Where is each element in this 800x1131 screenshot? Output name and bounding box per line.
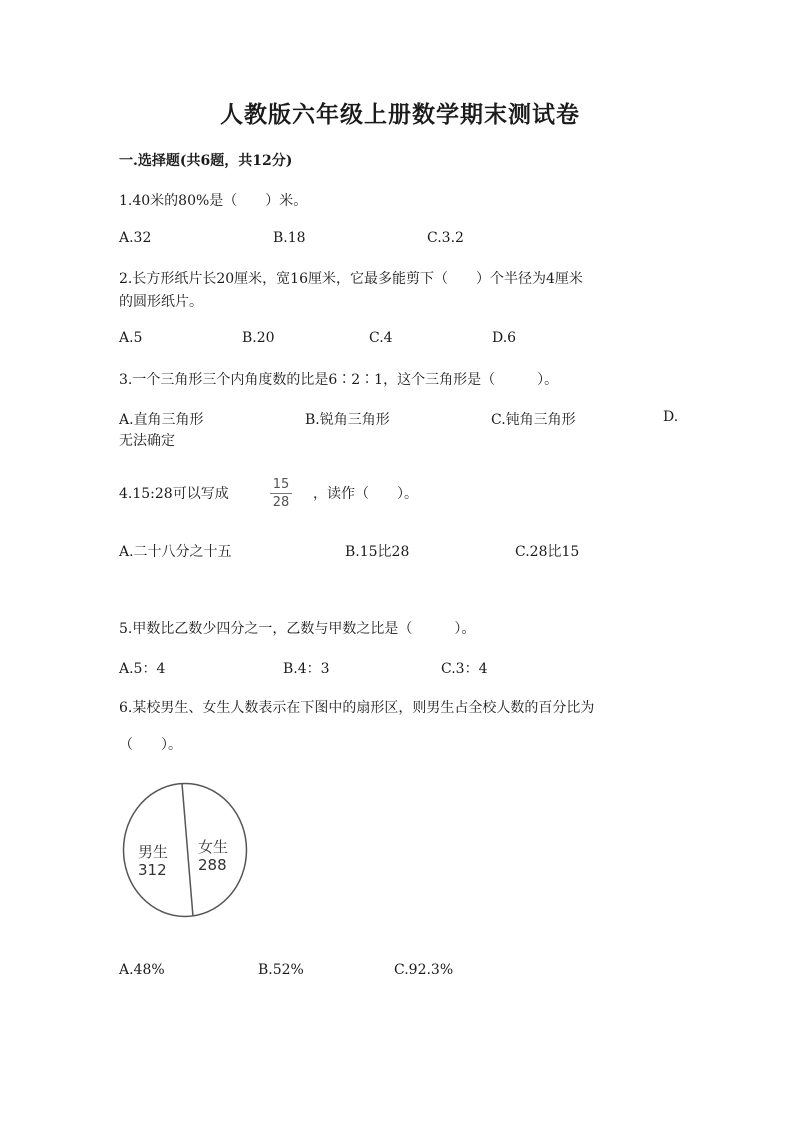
question-4-option-b: B.15比28 (345, 544, 410, 560)
question-2-option-c: C.4 (369, 330, 393, 346)
question-6-text-line-2: （ ）。 (119, 737, 182, 753)
pie-label-boys-name: 男生 (138, 843, 169, 861)
question-2-option-d: D.6 (492, 330, 517, 346)
question-4-text-part-1: 4.15:28可以写成 (119, 486, 229, 502)
question-6-option-c: C.92.3% (394, 962, 454, 978)
question-3-option-d-text: 无法确定 (119, 433, 175, 449)
pie-divider (182, 784, 193, 917)
pie-label-girls-name: 女生 (198, 838, 229, 856)
question-5-option-b: B.4：3 (283, 661, 330, 677)
question-3-option-b: B.锐角三角形 (305, 412, 390, 428)
question-6-text-line-1: 6.某校男生、女生人数表示在下图中的扇形区，则男生占全校人数的百分比为 (119, 700, 595, 716)
question-5-option-a: A.5：4 (119, 661, 166, 677)
section-heading: 一.选择题(共6题，共12分) (119, 153, 293, 169)
question-2-text-line-2: 的圆形纸片。 (119, 294, 203, 310)
fraction-numerator: 15 (272, 477, 290, 492)
question-4-option-c: C.28比15 (515, 544, 580, 560)
question-5-text: 5.甲数比乙数少四分之一，乙数与甲数之比是（ ）。 (119, 621, 476, 637)
page-title: 人教版六年级上册数学期末测试卷 (220, 101, 580, 128)
pie-label-boys-value: 312 (138, 861, 167, 879)
question-3-text: 3.一个三角形三个内角度数的比是6∶2∶1，这个三角形是（ ）。 (119, 372, 559, 388)
question-2-option-b: B.20 (242, 330, 275, 346)
question-1-text: 1.40米的80%是（ ）米。 (119, 193, 308, 209)
question-2-text-line-1: 2.长方形纸片长20厘米，宽16厘米，它最多能剪下（ ）个半径为4厘米 (119, 271, 583, 287)
question-3-option-a: A.直角三角形 (119, 412, 204, 428)
fraction-15-28 (270, 477, 292, 510)
pie-label-girls-value: 288 (198, 856, 227, 874)
question-3-option-c: C.钝角三角形 (491, 412, 576, 428)
question-3-option-d: D. (663, 409, 679, 425)
question-4-text-part-2: ，读作（ ）。 (313, 486, 418, 502)
question-6-option-a: A.48% (119, 962, 165, 978)
fraction-bar (270, 493, 292, 494)
question-2-option-a: A.5 (119, 330, 143, 346)
question-4-option-a: A.二十八分之十五 (119, 544, 232, 560)
fraction-denominator: 28 (272, 495, 290, 510)
pie-label-boys (138, 843, 168, 879)
question-5-option-c: C.3：4 (441, 661, 488, 677)
question-1-option-c: C.3.2 (427, 230, 464, 246)
question-1-option-b: B.18 (273, 230, 306, 246)
question-1-option-a: A.32 (119, 230, 152, 246)
question-6-option-b: B.52% (258, 962, 304, 978)
pie-label-girls (198, 838, 228, 874)
